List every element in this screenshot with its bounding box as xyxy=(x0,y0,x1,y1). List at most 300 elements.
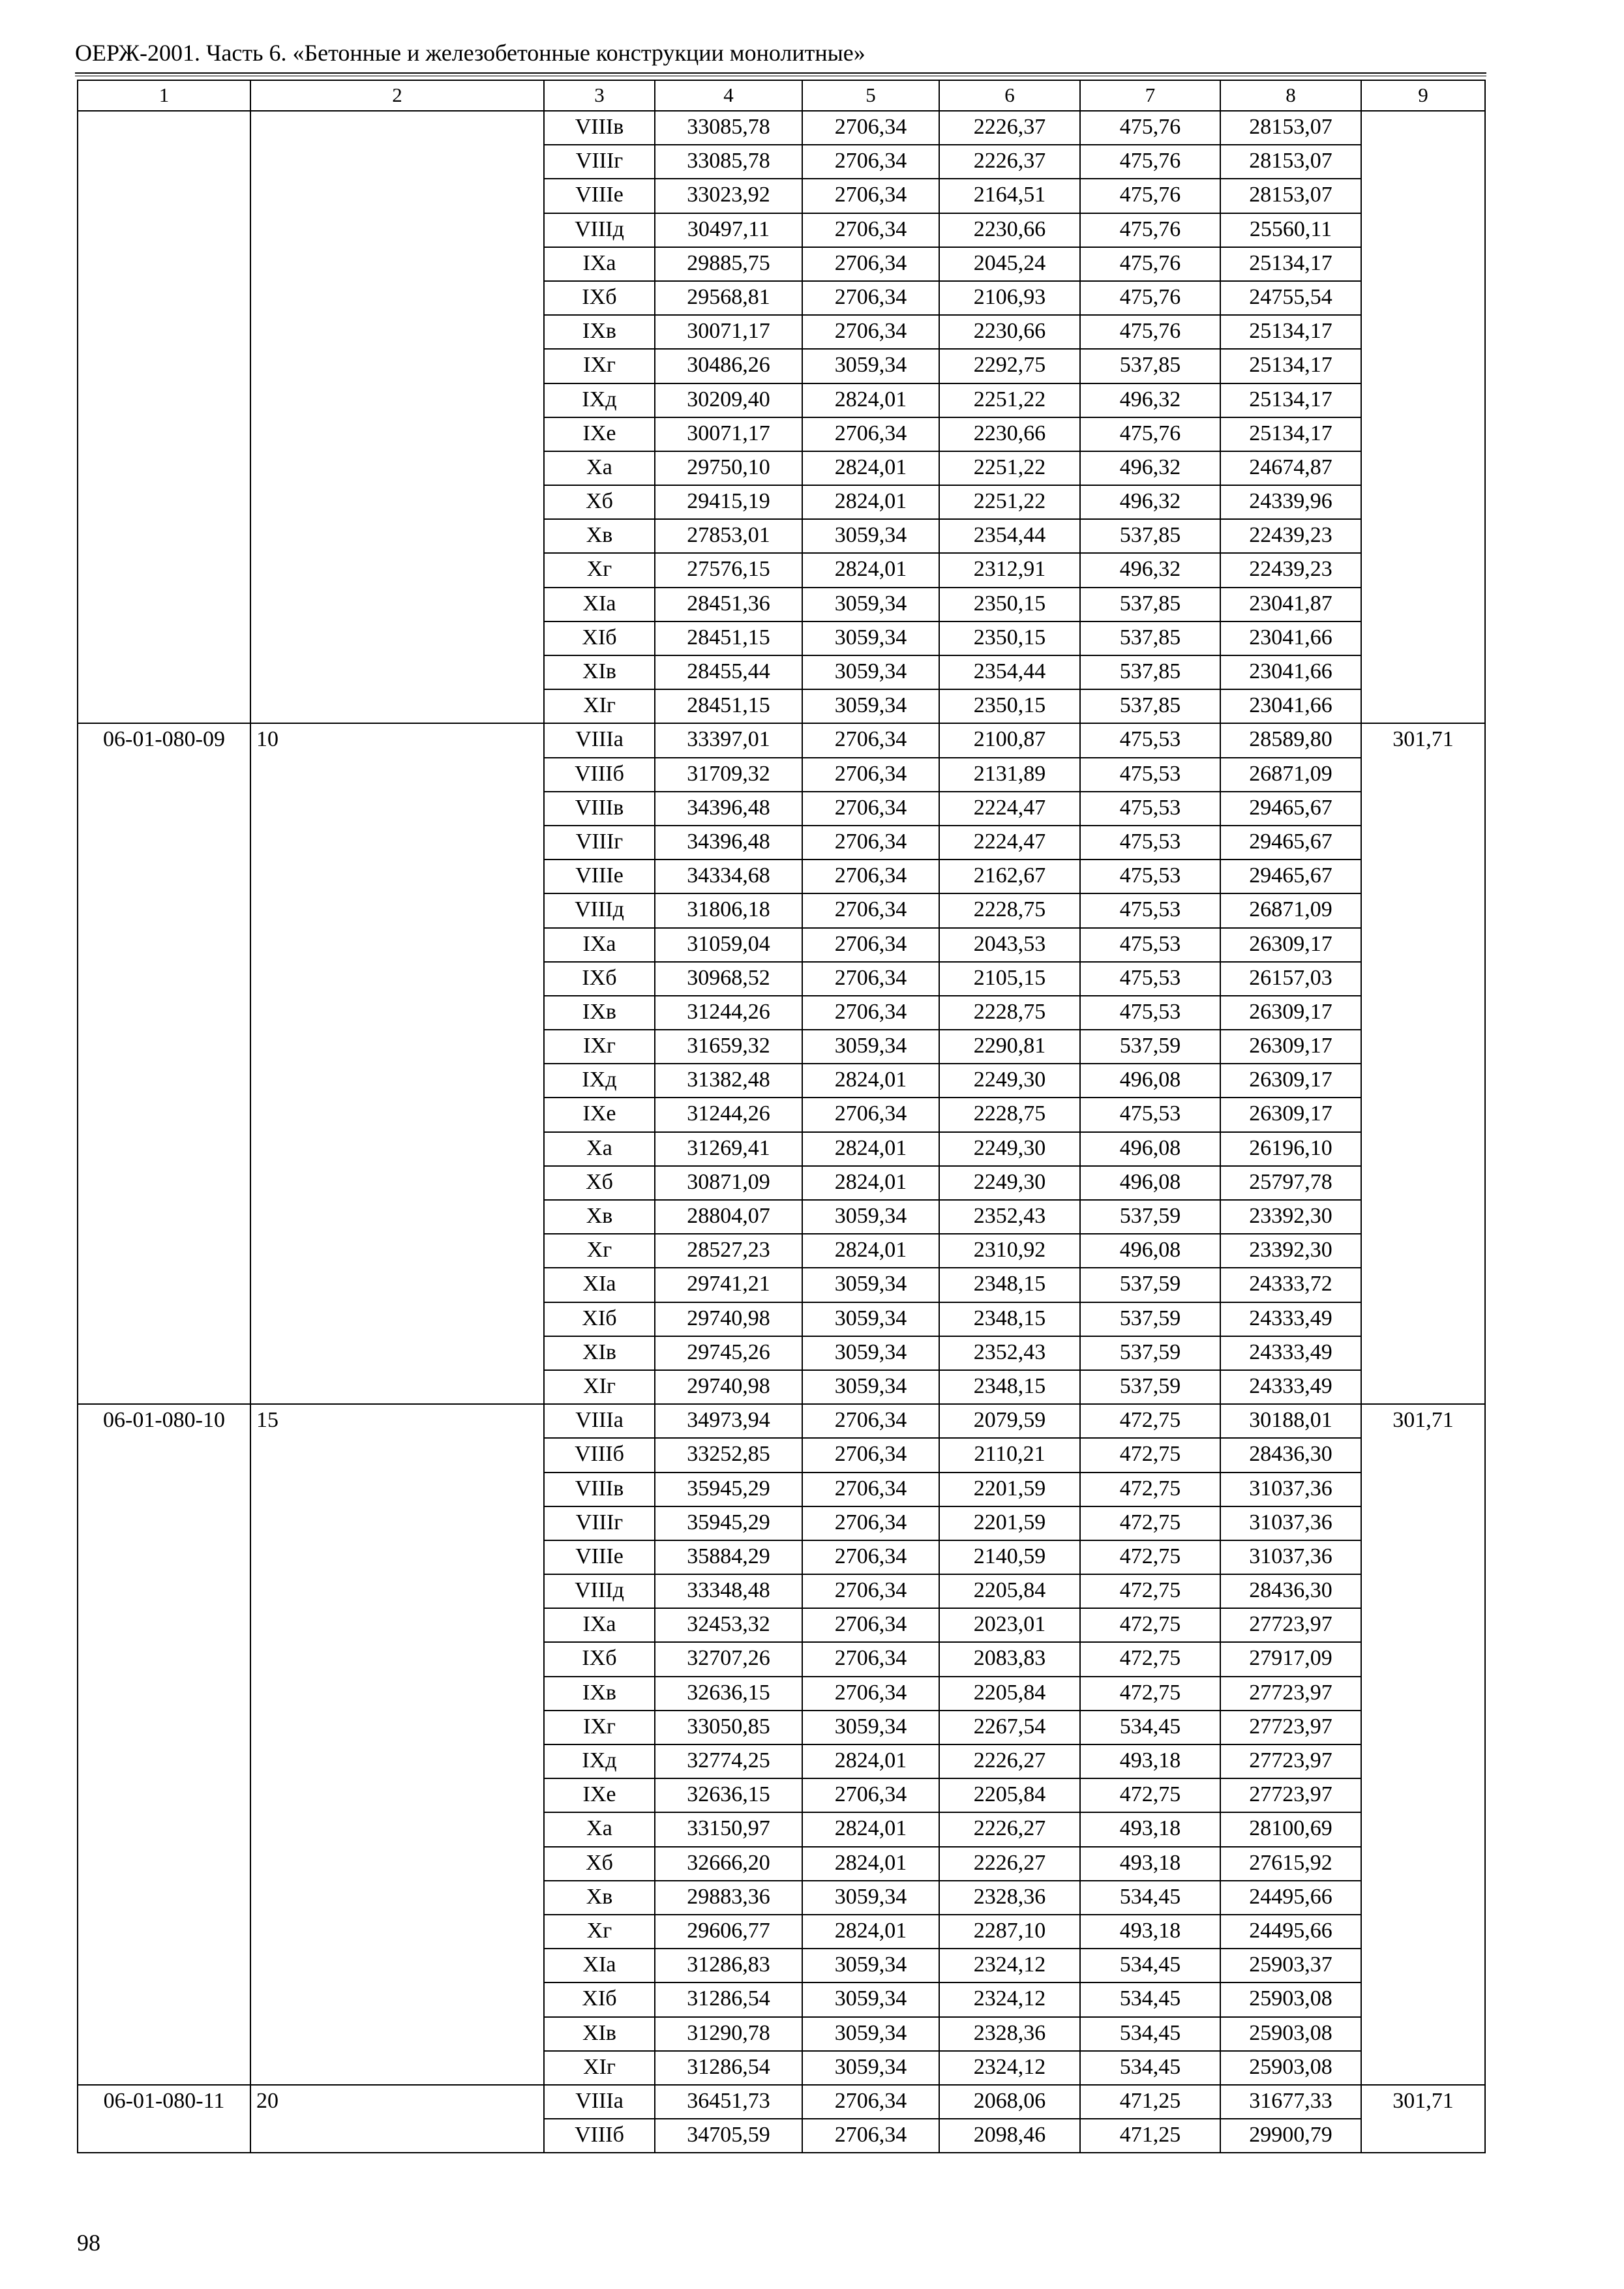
value-cell: 534,45 xyxy=(1080,2051,1220,2085)
value-cell: 475,76 xyxy=(1080,213,1220,247)
value-cell: 32774,25 xyxy=(655,1744,802,1778)
rate-code-cell: 06-01-080-11 xyxy=(78,2085,250,2153)
value-cell: 3059,34 xyxy=(802,689,939,723)
value-cell: 2706,34 xyxy=(802,893,939,927)
value-cell: 25903,08 xyxy=(1220,1982,1361,2016)
column-number-row xyxy=(78,80,1485,111)
value-cell: 475,53 xyxy=(1080,758,1220,792)
value-cell: 31269,41 xyxy=(655,1132,802,1166)
value-cell: 472,75 xyxy=(1080,1473,1220,1506)
value-cell: 2350,15 xyxy=(939,689,1080,723)
value-cell: 496,08 xyxy=(1080,1234,1220,1268)
value-cell: 2228,75 xyxy=(939,893,1080,927)
value-cell: 28436,30 xyxy=(1220,1574,1361,1608)
value-cell: 2226,27 xyxy=(939,1812,1080,1846)
value-cell: 2350,15 xyxy=(939,588,1080,621)
zone-cell: XIб xyxy=(544,1982,655,2016)
value-cell: 496,32 xyxy=(1080,451,1220,485)
value-cell: 28455,44 xyxy=(655,655,802,689)
value-cell: 26196,10 xyxy=(1220,1132,1361,1166)
value-cell: 2205,84 xyxy=(939,1778,1080,1812)
value-cell: 26309,17 xyxy=(1220,928,1361,962)
value-cell: 2249,30 xyxy=(939,1132,1080,1166)
zone-cell: VIIIб xyxy=(544,758,655,792)
value-cell: 31382,48 xyxy=(655,1064,802,1098)
page-title: ОЕРЖ-2001. Часть 6. «Бетонные и железобетонные конструкции монолитные» xyxy=(75,40,865,66)
value-cell: 2324,12 xyxy=(939,2051,1080,2085)
value-cell: 2131,89 xyxy=(939,758,1080,792)
value-cell: 2205,84 xyxy=(939,1574,1080,1608)
value-cell: 472,75 xyxy=(1080,1677,1220,1711)
value-cell: 36451,73 xyxy=(655,2085,802,2119)
zone-cell: XIа xyxy=(544,1949,655,1982)
table-row xyxy=(78,1404,1485,1438)
value-cell: 2706,34 xyxy=(802,1574,939,1608)
zone-cell: IXа xyxy=(544,247,655,281)
zone-cell: IXг xyxy=(544,1711,655,1744)
zone-cell: IXа xyxy=(544,1608,655,1642)
zone-cell: IXг xyxy=(544,349,655,383)
value-cell: 24333,72 xyxy=(1220,1268,1361,1302)
value-cell: 2224,47 xyxy=(939,792,1080,826)
zone-cell: XIв xyxy=(544,655,655,689)
value-cell: 2706,34 xyxy=(802,860,939,893)
rate-code-cell xyxy=(78,111,250,723)
value-cell: 30497,11 xyxy=(655,213,802,247)
value-cell: 26157,03 xyxy=(1220,962,1361,996)
value-cell: 27723,97 xyxy=(1220,1778,1361,1812)
value-cell: 534,45 xyxy=(1080,2017,1220,2051)
table-body xyxy=(78,80,1485,2153)
col9-value-cell: 301,71 xyxy=(1361,2085,1485,2153)
value-cell: 475,76 xyxy=(1080,247,1220,281)
table-row xyxy=(78,723,1485,757)
value-cell: 26309,17 xyxy=(1220,996,1361,1030)
zone-cell: VIIIа xyxy=(544,1404,655,1438)
value-cell: 34973,94 xyxy=(655,1404,802,1438)
value-cell: 30871,09 xyxy=(655,1166,802,1200)
value-cell: 2226,27 xyxy=(939,1847,1080,1881)
value-cell: 2706,34 xyxy=(802,111,939,145)
value-cell: 537,85 xyxy=(1080,349,1220,383)
value-cell: 2249,30 xyxy=(939,1064,1080,1098)
zone-cell: Xг xyxy=(544,1915,655,1949)
zone-cell: IXв xyxy=(544,315,655,349)
value-cell: 496,08 xyxy=(1080,1064,1220,1098)
column-number: 4 xyxy=(655,80,802,111)
value-cell: 534,45 xyxy=(1080,1881,1220,1915)
zone-cell: IXд xyxy=(544,1744,655,1778)
value-cell: 27723,97 xyxy=(1220,1608,1361,1642)
rate-code-cell: 06-01-080-09 xyxy=(78,723,250,1404)
value-cell: 496,08 xyxy=(1080,1132,1220,1166)
value-cell: 2706,34 xyxy=(802,1098,939,1131)
column-number: 2 xyxy=(250,80,544,111)
value-cell: 537,85 xyxy=(1080,655,1220,689)
value-cell: 28436,30 xyxy=(1220,1438,1361,1472)
zone-cell: Xа xyxy=(544,1812,655,1846)
value-cell: 2226,37 xyxy=(939,145,1080,179)
value-cell: 471,25 xyxy=(1080,2119,1220,2153)
value-cell: 25560,11 xyxy=(1220,213,1361,247)
value-cell: 31806,18 xyxy=(655,893,802,927)
zone-cell: XIг xyxy=(544,2051,655,2085)
value-cell: 28153,07 xyxy=(1220,111,1361,145)
value-cell: 2706,34 xyxy=(802,179,939,213)
value-cell: 2292,75 xyxy=(939,349,1080,383)
value-cell: 2824,01 xyxy=(802,1744,939,1778)
value-cell: 2706,34 xyxy=(802,962,939,996)
value-cell: 493,18 xyxy=(1080,1915,1220,1949)
value-cell: 2226,37 xyxy=(939,111,1080,145)
table-row xyxy=(78,111,1485,145)
value-cell: 472,75 xyxy=(1080,1506,1220,1540)
value-cell: 2251,22 xyxy=(939,383,1080,417)
value-cell: 35945,29 xyxy=(655,1506,802,1540)
value-cell: 25134,17 xyxy=(1220,383,1361,417)
value-cell: 2824,01 xyxy=(802,1166,939,1200)
value-cell: 2706,34 xyxy=(802,758,939,792)
value-cell: 2267,54 xyxy=(939,1711,1080,1744)
value-cell: 24333,49 xyxy=(1220,1336,1361,1370)
value-cell: 2140,59 xyxy=(939,1540,1080,1574)
value-cell: 28153,07 xyxy=(1220,145,1361,179)
value-cell: 2824,01 xyxy=(802,1915,939,1949)
value-cell: 29465,67 xyxy=(1220,826,1361,860)
value-cell: 475,76 xyxy=(1080,315,1220,349)
value-cell: 537,85 xyxy=(1080,689,1220,723)
value-cell: 2354,44 xyxy=(939,519,1080,553)
value-cell: 23041,66 xyxy=(1220,621,1361,655)
value-cell: 475,53 xyxy=(1080,893,1220,927)
value-cell: 475,76 xyxy=(1080,417,1220,451)
col9-value-cell: 301,71 xyxy=(1361,1404,1485,2085)
value-cell: 26309,17 xyxy=(1220,1030,1361,1064)
value-cell: 475,76 xyxy=(1080,281,1220,315)
value-cell: 472,75 xyxy=(1080,1438,1220,1472)
value-cell: 31286,54 xyxy=(655,2051,802,2085)
value-cell: 25134,17 xyxy=(1220,349,1361,383)
value-cell: 28804,07 xyxy=(655,1200,802,1234)
value-cell: 2824,01 xyxy=(802,451,939,485)
value-cell: 493,18 xyxy=(1080,1847,1220,1881)
value-cell: 34705,59 xyxy=(655,2119,802,2153)
value-cell: 2043,53 xyxy=(939,928,1080,962)
zone-cell: VIIIб xyxy=(544,1438,655,1472)
value-cell: 2162,67 xyxy=(939,860,1080,893)
value-cell: 33348,48 xyxy=(655,1574,802,1608)
value-cell: 2079,59 xyxy=(939,1404,1080,1438)
value-cell: 2224,47 xyxy=(939,826,1080,860)
value-cell: 2201,59 xyxy=(939,1473,1080,1506)
value-cell: 534,45 xyxy=(1080,1982,1220,2016)
value-cell: 475,53 xyxy=(1080,928,1220,962)
value-cell: 2706,34 xyxy=(802,315,939,349)
value-cell: 35945,29 xyxy=(655,1473,802,1506)
value-cell: 2706,34 xyxy=(802,2119,939,2153)
zone-cell: XIа xyxy=(544,1268,655,1302)
value-cell: 2230,66 xyxy=(939,417,1080,451)
zone-cell: IXб xyxy=(544,1642,655,1676)
value-cell: 29740,98 xyxy=(655,1370,802,1404)
value-cell: 2706,34 xyxy=(802,281,939,315)
value-cell: 27917,09 xyxy=(1220,1642,1361,1676)
zone-cell: Xг xyxy=(544,1234,655,1268)
value-cell: 25903,08 xyxy=(1220,2017,1361,2051)
value-cell: 2023,01 xyxy=(939,1608,1080,1642)
value-cell: 31709,32 xyxy=(655,758,802,792)
value-cell: 31059,04 xyxy=(655,928,802,962)
value-cell: 2350,15 xyxy=(939,621,1080,655)
value-cell: 24755,54 xyxy=(1220,281,1361,315)
value-cell: 537,59 xyxy=(1080,1370,1220,1404)
value-cell: 3059,34 xyxy=(802,588,939,621)
value-cell: 2824,01 xyxy=(802,1064,939,1098)
zone-cell: IXв xyxy=(544,1677,655,1711)
zone-cell: XIа xyxy=(544,588,655,621)
value-cell: 25903,08 xyxy=(1220,2051,1361,2085)
quantity-cell xyxy=(250,111,544,723)
value-cell: 2706,34 xyxy=(802,417,939,451)
zone-cell: IXг xyxy=(544,1030,655,1064)
value-cell: 471,25 xyxy=(1080,2085,1220,2119)
zone-cell: IXе xyxy=(544,417,655,451)
zone-cell: VIIIд xyxy=(544,893,655,927)
value-cell: 2352,43 xyxy=(939,1200,1080,1234)
value-cell: 34396,48 xyxy=(655,792,802,826)
value-cell: 2352,43 xyxy=(939,1336,1080,1370)
value-cell: 496,32 xyxy=(1080,383,1220,417)
value-cell: 493,18 xyxy=(1080,1744,1220,1778)
zone-cell: VIIIв xyxy=(544,111,655,145)
value-cell: 33150,97 xyxy=(655,1812,802,1846)
zone-cell: VIIIв xyxy=(544,1473,655,1506)
value-cell: 31290,78 xyxy=(655,2017,802,2051)
value-cell: 2290,81 xyxy=(939,1030,1080,1064)
price-table xyxy=(77,80,1486,2153)
value-cell: 2824,01 xyxy=(802,1132,939,1166)
quantity-cell: 10 xyxy=(250,723,544,1404)
header-rule xyxy=(75,72,1486,74)
value-cell: 2110,21 xyxy=(939,1438,1080,1472)
value-cell: 33252,85 xyxy=(655,1438,802,1472)
value-cell: 29745,26 xyxy=(655,1336,802,1370)
value-cell: 33050,85 xyxy=(655,1711,802,1744)
zone-cell: VIIIв xyxy=(544,792,655,826)
zone-cell: VIIIд xyxy=(544,1574,655,1608)
value-cell: 28451,36 xyxy=(655,588,802,621)
zone-cell: VIIIг xyxy=(544,1506,655,1540)
table-row xyxy=(78,2085,1485,2119)
value-cell: 2706,34 xyxy=(802,996,939,1030)
value-cell: 2100,87 xyxy=(939,723,1080,757)
value-cell: 3059,34 xyxy=(802,1949,939,1982)
zone-cell: Xб xyxy=(544,1166,655,1200)
value-cell: 28451,15 xyxy=(655,621,802,655)
value-cell: 27723,97 xyxy=(1220,1711,1361,1744)
value-cell: 32707,26 xyxy=(655,1642,802,1676)
value-cell: 31286,83 xyxy=(655,1949,802,1982)
value-cell: 537,59 xyxy=(1080,1268,1220,1302)
value-cell: 29885,75 xyxy=(655,247,802,281)
value-cell: 2706,34 xyxy=(802,1506,939,1540)
value-cell: 3059,34 xyxy=(802,1711,939,1744)
value-cell: 31037,36 xyxy=(1220,1540,1361,1574)
value-cell: 29465,67 xyxy=(1220,860,1361,893)
value-cell: 2706,34 xyxy=(802,928,939,962)
value-cell: 29900,79 xyxy=(1220,2119,1361,2153)
value-cell: 3059,34 xyxy=(802,349,939,383)
value-cell: 496,32 xyxy=(1080,485,1220,519)
value-cell: 537,59 xyxy=(1080,1302,1220,1336)
column-number: 8 xyxy=(1220,80,1361,111)
value-cell: 29415,19 xyxy=(655,485,802,519)
value-cell: 29883,36 xyxy=(655,1881,802,1915)
value-cell: 3059,34 xyxy=(802,1030,939,1064)
zone-cell: XIб xyxy=(544,1302,655,1336)
value-cell: 31659,32 xyxy=(655,1030,802,1064)
value-cell: 475,53 xyxy=(1080,962,1220,996)
zone-cell: IXа xyxy=(544,928,655,962)
zone-cell: VIIIа xyxy=(544,2085,655,2119)
value-cell: 27576,15 xyxy=(655,553,802,587)
value-cell: 33085,78 xyxy=(655,111,802,145)
value-cell: 3059,34 xyxy=(802,1881,939,1915)
value-cell: 475,53 xyxy=(1080,723,1220,757)
column-number: 5 xyxy=(802,80,939,111)
value-cell: 23392,30 xyxy=(1220,1200,1361,1234)
value-cell: 29750,10 xyxy=(655,451,802,485)
value-cell: 24674,87 xyxy=(1220,451,1361,485)
zone-cell: VIIIа xyxy=(544,723,655,757)
value-cell: 3059,34 xyxy=(802,621,939,655)
zone-cell: XIв xyxy=(544,2017,655,2051)
value-cell: 2249,30 xyxy=(939,1166,1080,1200)
value-cell: 33023,92 xyxy=(655,179,802,213)
value-cell: 33397,01 xyxy=(655,723,802,757)
zone-cell: VIIIе xyxy=(544,860,655,893)
value-cell: 2228,75 xyxy=(939,996,1080,1030)
value-cell: 496,08 xyxy=(1080,1166,1220,1200)
rate-code-cell: 06-01-080-10 xyxy=(78,1404,250,2085)
value-cell: 3059,34 xyxy=(802,1200,939,1234)
value-cell: 2706,34 xyxy=(802,145,939,179)
value-cell: 32666,20 xyxy=(655,1847,802,1881)
value-cell: 29465,67 xyxy=(1220,792,1361,826)
value-cell: 27723,97 xyxy=(1220,1677,1361,1711)
value-cell: 33085,78 xyxy=(655,145,802,179)
value-cell: 2226,27 xyxy=(939,1744,1080,1778)
value-cell: 22439,23 xyxy=(1220,519,1361,553)
value-cell: 25134,17 xyxy=(1220,247,1361,281)
value-cell: 537,59 xyxy=(1080,1200,1220,1234)
value-cell: 25134,17 xyxy=(1220,417,1361,451)
column-number: 3 xyxy=(544,80,655,111)
value-cell: 26309,17 xyxy=(1220,1098,1361,1131)
value-cell: 2706,34 xyxy=(802,1642,939,1676)
value-cell: 2328,36 xyxy=(939,1881,1080,1915)
value-cell: 2083,83 xyxy=(939,1642,1080,1676)
value-cell: 472,75 xyxy=(1080,1642,1220,1676)
value-cell: 472,75 xyxy=(1080,1574,1220,1608)
value-cell: 23041,87 xyxy=(1220,588,1361,621)
zone-cell: IXд xyxy=(544,1064,655,1098)
value-cell: 29606,77 xyxy=(655,1915,802,1949)
value-cell: 3059,34 xyxy=(802,655,939,689)
value-cell: 29568,81 xyxy=(655,281,802,315)
value-cell: 24333,49 xyxy=(1220,1302,1361,1336)
value-cell: 28153,07 xyxy=(1220,179,1361,213)
value-cell: 2348,15 xyxy=(939,1302,1080,1336)
value-cell: 2706,34 xyxy=(802,213,939,247)
zone-cell: VIIIд xyxy=(544,213,655,247)
value-cell: 23392,30 xyxy=(1220,1234,1361,1268)
value-cell: 475,76 xyxy=(1080,111,1220,145)
value-cell: 537,85 xyxy=(1080,588,1220,621)
value-cell: 537,59 xyxy=(1080,1030,1220,1064)
value-cell: 2824,01 xyxy=(802,1234,939,1268)
zone-cell: XIг xyxy=(544,1370,655,1404)
value-cell: 2706,34 xyxy=(802,1677,939,1711)
value-cell: 3059,34 xyxy=(802,1268,939,1302)
value-cell: 475,53 xyxy=(1080,860,1220,893)
value-cell: 534,45 xyxy=(1080,1711,1220,1744)
value-cell: 31286,54 xyxy=(655,1982,802,2016)
value-cell: 24339,96 xyxy=(1220,485,1361,519)
zone-cell: VIIIг xyxy=(544,145,655,179)
value-cell: 2324,12 xyxy=(939,1949,1080,1982)
zone-cell: IXб xyxy=(544,962,655,996)
value-cell: 2824,01 xyxy=(802,553,939,587)
value-cell: 2706,34 xyxy=(802,826,939,860)
zone-cell: Xв xyxy=(544,1200,655,1234)
value-cell: 475,76 xyxy=(1080,179,1220,213)
value-cell: 27615,92 xyxy=(1220,1847,1361,1881)
value-cell: 30968,52 xyxy=(655,962,802,996)
value-cell: 2706,34 xyxy=(802,1404,939,1438)
value-cell: 26871,09 xyxy=(1220,893,1361,927)
value-cell: 25797,78 xyxy=(1220,1166,1361,1200)
value-cell: 24495,66 xyxy=(1220,1881,1361,1915)
value-cell: 31677,33 xyxy=(1220,2085,1361,2119)
value-cell: 2706,34 xyxy=(802,723,939,757)
value-cell: 27853,01 xyxy=(655,519,802,553)
zone-cell: Xа xyxy=(544,1132,655,1166)
zone-cell: IXв xyxy=(544,996,655,1030)
value-cell: 29740,98 xyxy=(655,1302,802,1336)
value-cell: 3059,34 xyxy=(802,1982,939,2016)
value-cell: 2706,34 xyxy=(802,1438,939,1472)
value-cell: 2706,34 xyxy=(802,792,939,826)
value-cell: 534,45 xyxy=(1080,1949,1220,1982)
value-cell: 537,85 xyxy=(1080,519,1220,553)
value-cell: 496,32 xyxy=(1080,553,1220,587)
value-cell: 2251,22 xyxy=(939,451,1080,485)
value-cell: 2251,22 xyxy=(939,485,1080,519)
value-cell: 2354,44 xyxy=(939,655,1080,689)
value-cell: 3059,34 xyxy=(802,1336,939,1370)
value-cell: 493,18 xyxy=(1080,1812,1220,1846)
zone-cell: VIIIе xyxy=(544,179,655,213)
zone-cell: IXе xyxy=(544,1098,655,1131)
column-number: 6 xyxy=(939,80,1080,111)
zone-cell: Xа xyxy=(544,451,655,485)
value-cell: 31244,26 xyxy=(655,996,802,1030)
value-cell: 475,53 xyxy=(1080,996,1220,1030)
value-cell: 2348,15 xyxy=(939,1370,1080,1404)
value-cell: 2164,51 xyxy=(939,179,1080,213)
column-number: 7 xyxy=(1080,80,1220,111)
